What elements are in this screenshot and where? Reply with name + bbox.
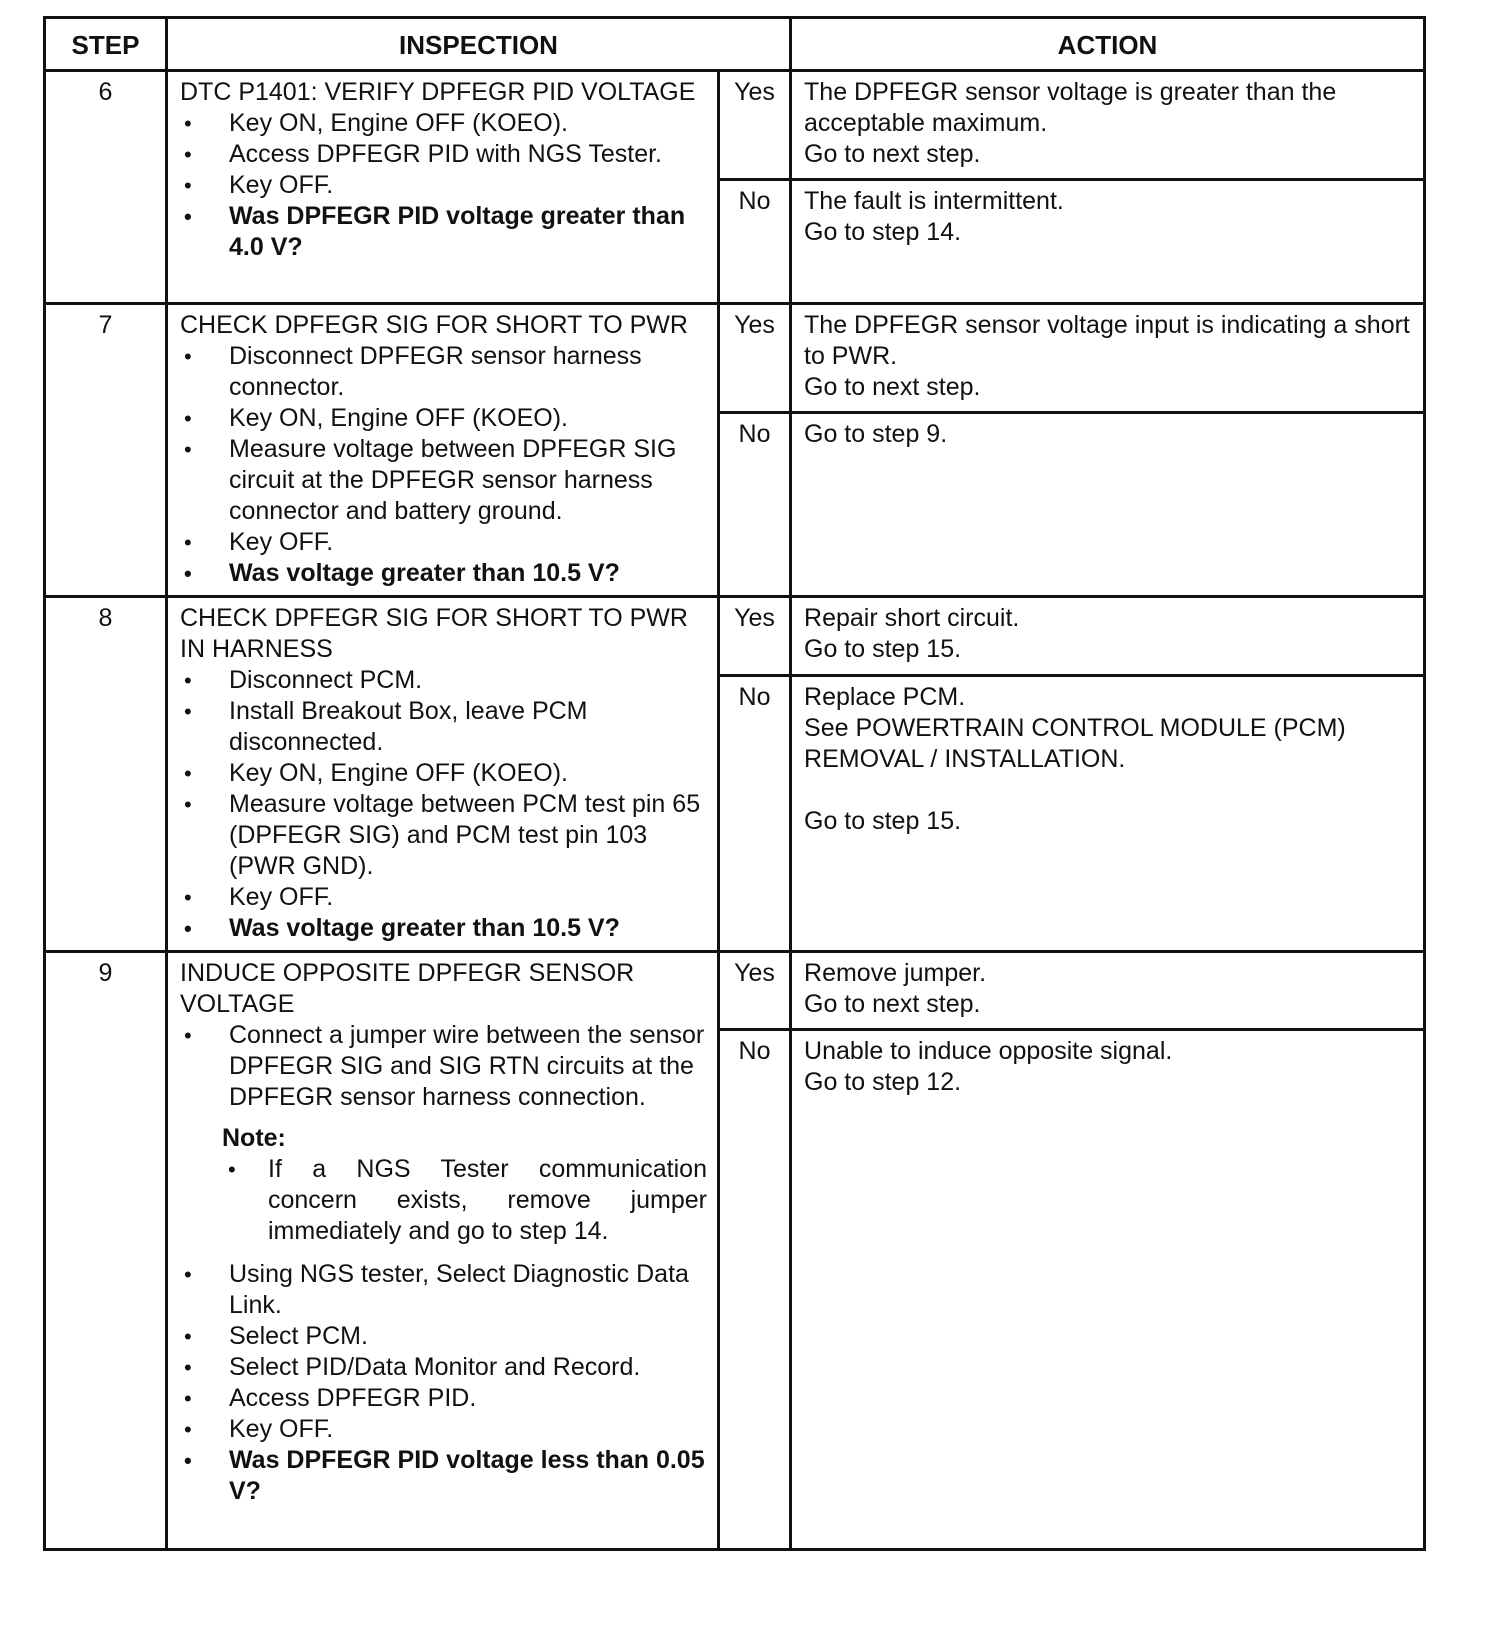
inspection-bullet: • Disconnect PCM. [180,665,707,696]
no-label: No [719,675,791,951]
inspection-question: • Was DPFEGR PID voltage less than 0.05 V? [180,1445,707,1507]
inspection-bullet: • Key OFF. [180,1414,707,1445]
yes-action [791,597,1425,676]
no-label: No [719,180,791,304]
inspection-bullet: • Connect a jumper wire between the sensor DPFEGR SIG and SIG RTN circuits at the DPFEGR sensor harness connection. [180,1020,707,1113]
inspection-title: CHECK DPFEGR SIG FOR SHORT TO PWR [180,311,688,339]
yes-action [791,952,1425,1030]
no-action [791,675,1425,951]
yes-action [791,304,1425,413]
inspection-bullet: • Key ON, Engine OFF (KOEO). [180,403,707,434]
inspection-title: DTC P1401: VERIFY DPFEGR PID VOLTAGE [180,78,696,106]
inspection-cell [167,952,719,1550]
no-label: No [719,413,791,597]
action-text: Unable to induce opposite signal. [804,1037,1173,1065]
inspection-bullet: • Key OFF. [180,882,707,913]
action-text: Repair short circuit. [804,604,1020,632]
inspection-bullets [180,108,707,263]
inspection-bullets [180,341,707,589]
inspection-bullet: • Key ON, Engine OFF (KOEO). [180,108,707,139]
step-number: 7 [45,304,167,597]
inspection-title: INDUCE OPPOSITE DPFEGR SENSOR VOLTAGE [180,959,635,1018]
action-text: Go to step 9. [804,420,948,449]
note-bullet: • If a NGS Tester communication concern exists, remove jumper immediately and go to step 14. [222,1154,707,1247]
header-step: STEP [45,18,167,71]
inspection-bullet: • Select PID/Data Monitor and Record. [180,1352,707,1383]
header-inspection: INSPECTION [167,18,791,71]
header-action: ACTION [791,18,1425,71]
action-text: See POWERTRAIN CONTROL MODULE (PCM) REMOVAL / INSTALLATION. [804,713,1346,773]
step-number: 6 [45,71,167,304]
action-text: Go to step 14. [804,218,962,246]
step-number: 9 [45,952,167,1550]
no-label: No [719,1030,791,1550]
inspection-bullet: • Using NGS tester, Select Diagnostic Data Link. [180,1259,707,1321]
inspection-bullet: • Disconnect DPFEGR sensor harness connector. [180,341,707,403]
note-label: Note: [222,1124,286,1152]
inspection-cell [167,597,719,952]
action-text: Go to next step. [804,373,981,401]
inspection-question: • Was voltage greater than 10.5 V? [180,913,707,944]
note-bullets [222,1154,707,1247]
inspection-question: • Was DPFEGR PID voltage greater than 4.0 V? [180,201,707,263]
action-text: Go to next step. [804,140,981,168]
inspection-bullet: • Key OFF. [180,170,707,201]
no-action [791,413,1425,597]
inspection-bullets [180,665,707,944]
action-text: The fault is intermittent. [804,187,1064,215]
inspection-bullet: • Select PCM. [180,1321,707,1352]
inspection-bullet: • Key OFF. [180,527,707,558]
inspection-bullet: • Access DPFEGR PID with NGS Tester. [180,139,707,170]
inspection-cell [167,304,719,597]
action-spacer [804,775,1415,806]
step-6-yes-row [45,71,1425,180]
no-action [791,1030,1425,1550]
action-text: Go to step 12. [804,1068,962,1096]
action-text: Remove jumper. [804,959,987,987]
step-number: 8 [45,597,167,952]
inspection-bullet: • Install Breakout Box, leave PCM disconnected. [180,696,707,758]
action-text: Go to step 15. [804,635,962,663]
inspection-cell [167,71,719,304]
action-text: Replace PCM. [804,682,966,711]
step-9-yes-row [45,952,1425,1030]
inspection-bullets [180,1020,707,1113]
action-text: The DPFEGR sensor voltage input is indicating a short to PWR. [804,311,1410,370]
note-block [222,1123,707,1247]
inspection-bullet: • Measure voltage between PCM test pin 65 (DPFEGR SIG) and PCM test pin 103 (PWR GND). [180,789,707,882]
step-7-yes-row [45,304,1425,413]
yes-label: Yes [719,71,791,180]
step-8-yes-row [45,597,1425,676]
yes-label: Yes [719,952,791,1030]
inspection-bullet: • Measure voltage between DPFEGR SIG circuit at the DPFEGR sensor harness connector and battery ground. [180,434,707,527]
inspection-question: • Was voltage greater than 10.5 V? [180,558,707,589]
yes-label: Yes [719,304,791,413]
diagnostic-table [43,16,1426,1551]
no-action [791,180,1425,304]
action-text: Go to next step. [804,990,981,1018]
header-row [45,18,1425,71]
inspection-bullet: • Access DPFEGR PID. [180,1383,707,1414]
yes-label: Yes [719,597,791,676]
inspection-bullets [180,1259,707,1507]
action-text: Go to step 15. [804,806,962,835]
action-text: The DPFEGR sensor voltage is greater than the acceptable maximum. [804,78,1337,137]
inspection-title: CHECK DPFEGR SIG FOR SHORT TO PWR IN HARNESS [180,604,688,663]
yes-action [791,71,1425,180]
inspection-bullet: • Key ON, Engine OFF (KOEO). [180,758,707,789]
